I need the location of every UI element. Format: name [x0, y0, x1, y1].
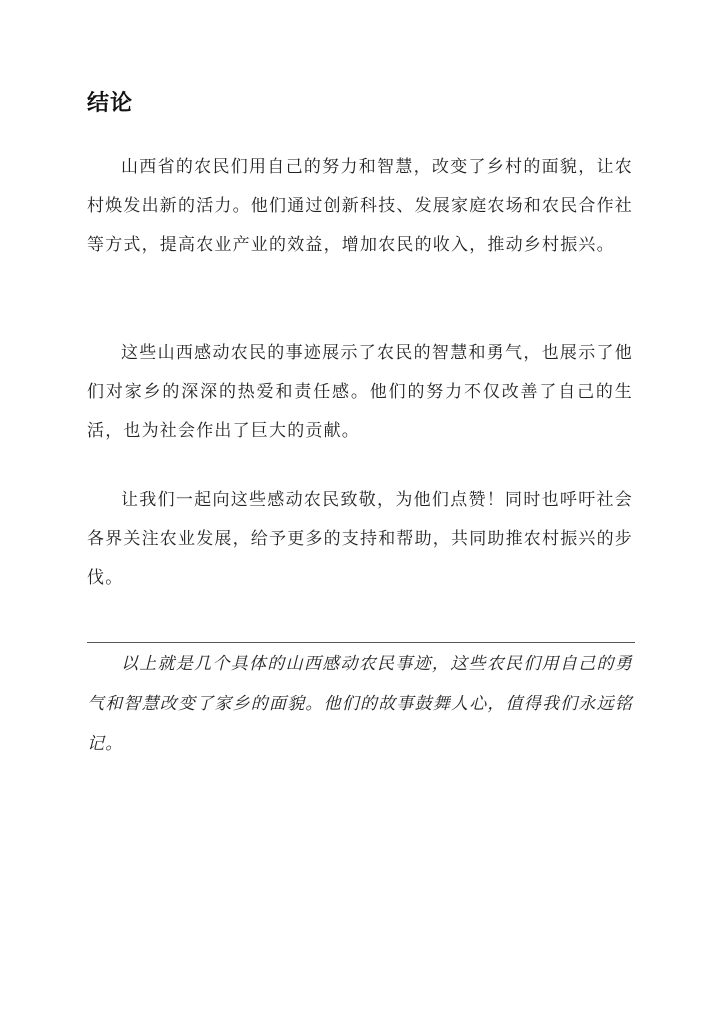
- conclusion-paragraph-1: 山西省的农民们用自己的努力和智慧，改变了乡村的面貌，让农村焕发出新的活力。他们通过创新科技、发展家庭农场和农民合作社等方式，提高农业产业的效益，增加农民的收入，推动乡村振兴。: [87, 157, 633, 255]
- closing-note: 以上就是几个具体的山西感动农民事迹，这些农民们用自己的勇气和智慧改变了家乡的面貌。他们的故事鼓舞人心，值得我们永远铭记。: [87, 654, 633, 754]
- section-divider: [87, 642, 635, 643]
- conclusion-paragraph-2: 这些山西感动农民的事迹展示了农民的智慧和勇气，也展示了他们对家乡的深深的热爱和责任感。他们的努力不仅改善了自己的生活，也为社会作出了巨大的贡献。: [87, 343, 633, 441]
- conclusion-paragraph-3: 让我们一起向这些感动农民致敬，为他们点赞！同时也呼吁社会各界关注农业发展，给予更多的支持和帮助，共同助推农村振兴的步伐。: [87, 490, 633, 588]
- section-heading: 结论: [87, 91, 134, 116]
